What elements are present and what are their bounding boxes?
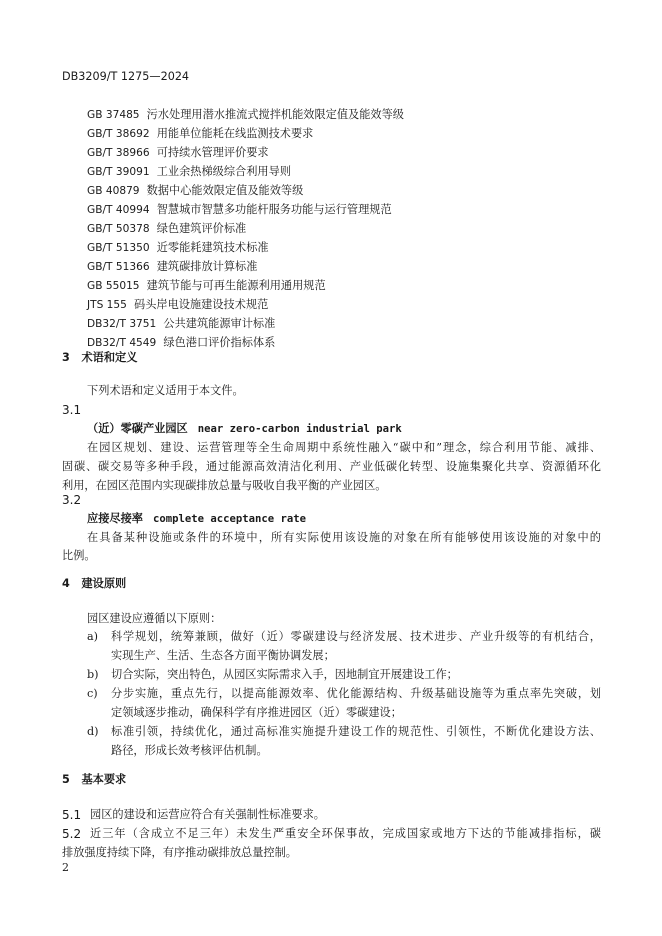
reference-code: JTS 155 (87, 299, 127, 311)
list-item-line: 实现生产、生活、生态各方面平衡协调发展； (111, 649, 335, 662)
reference-item (87, 203, 392, 217)
reference-item (87, 127, 313, 141)
reference-title: 可持续水管理评价要求 (156, 146, 269, 159)
reference-code: GB 40879 (87, 185, 140, 197)
clause-number: 5.1 (62, 808, 82, 822)
reference-title: 数据中心能效限定值及能效等级 (146, 184, 304, 197)
list-item-line: 路径，形成长效考核评估机制。 (111, 744, 268, 757)
term-heading (87, 512, 306, 526)
reference-item (87, 184, 303, 198)
reference-title: 公共建筑能源审计标准 (163, 317, 276, 330)
term-heading (87, 422, 402, 436)
section-number: 3 (62, 351, 70, 364)
document-id: DB3209/T 1275—2024 (62, 70, 190, 83)
section-title: 建设原则 (81, 577, 127, 590)
reference-code: GB/T 38692 (87, 128, 150, 140)
clause-number: 5.2 (62, 827, 82, 841)
term-definition-line: 在具备某种设施或条件的环境中，所有实际使用该设施的对象在所有能够使用该设施的对象中的 (87, 531, 601, 544)
reference-title: 污水处理用潜水推流式搅拌机能效限定值及能效等级 (146, 108, 404, 121)
term-en: near zero-carbon industrial park (197, 423, 402, 435)
reference-code: GB/T 50378 (87, 223, 150, 235)
section-number: 4 (62, 577, 70, 590)
section-title: 术语和定义 (81, 351, 138, 364)
term-zh: （近）零碳产业园区 (87, 422, 188, 435)
section-4-heading (62, 577, 126, 591)
reference-item (87, 165, 291, 179)
term-definition-line: 固碳、碳交易等多种手段，通过能源高效清洁化利用、产业低碳化转型、设施集聚化共享、资源循环化 (62, 460, 601, 473)
reference-item (87, 146, 269, 160)
reference-item (87, 222, 246, 236)
list-item-line: 科学规划，统筹兼顾，做好（近）零碳建设与经济发展、技术进步、产业升级等的有机结合， (111, 630, 601, 643)
reference-code: GB 55015 (87, 280, 140, 292)
reference-title: 绿色港口评价指标体系 (163, 336, 276, 349)
section-4-intro: 园区建设应遵循以下原则： (87, 612, 222, 625)
section-3-heading (62, 351, 137, 365)
reference-item (87, 336, 275, 350)
reference-code: DB32/T 3751 (87, 318, 157, 330)
list-item-line: 定领域逐步推动，确保科学有序推进园区（近）零碳建设； (111, 706, 402, 719)
list-marker: a) (87, 630, 99, 643)
list-marker: b) (87, 668, 99, 681)
reference-title: 绿色建筑评价标准 (156, 222, 247, 235)
clause-line: 排放强度持续下降，有序推动碳排放总量控制。 (62, 846, 297, 859)
list-item-line: 切合实际，突出特色，从园区实际需求入手，因地制宜开展建设工作； (111, 668, 458, 681)
reference-title: 建筑节能与可再生能源利用通用规范 (146, 279, 326, 292)
reference-code: GB/T 40994 (87, 204, 150, 216)
reference-title: 智慧城市智慧多功能杆服务功能与运行管理规范 (156, 203, 392, 216)
list-item-line: 分步实施，重点先行，以提高能源效率、优化能源结构、升级基础设施等为重点率先突破，划 (111, 687, 601, 700)
reference-item (87, 279, 326, 293)
term-number: 3.2 (62, 493, 82, 507)
term-definition-line: 比例。 (62, 549, 96, 562)
term-definition-line: 利用，在园区范围内实现碳排放总量与吸收自我平衡的产业园区。 (62, 479, 387, 492)
page-number: 2 (62, 861, 69, 874)
section-title: 基本要求 (81, 773, 127, 786)
reference-title: 工业余热梯级综合利用导则 (156, 165, 291, 178)
term-en: complete acceptance rate (152, 513, 307, 525)
clause-line: 园区的建设和运营应符合有关强制性标准要求。 (90, 808, 325, 821)
term-zh: 应接尽接率 (87, 512, 143, 525)
list-marker: d) (87, 725, 99, 738)
reference-title: 近零能耗建筑技术标准 (156, 241, 269, 254)
reference-code: GB 37485 (87, 109, 140, 121)
reference-item (87, 108, 404, 122)
term-number: 3.1 (62, 403, 82, 417)
reference-item (87, 298, 268, 312)
section-3-intro: 下列术语和定义适用于本文件。 (87, 384, 244, 397)
reference-title: 码头岸电设施建设技术规范 (134, 298, 269, 311)
section-number: 5 (62, 773, 70, 786)
reference-code: DB32/T 4549 (87, 337, 157, 349)
reference-item (87, 260, 257, 274)
term-definition-line: 在园区规划、建设、运营管理等全生命周期中系统性融入“碳中和”理念，综合利用节能、减排、 (87, 441, 601, 454)
reference-item (87, 241, 269, 255)
list-item-line: 标准引领，持续优化，通过高标准实施提升建设工作的规范性、引领性，不断优化建设方法、 (111, 725, 601, 738)
reference-title: 建筑碳排放计算标准 (156, 260, 258, 273)
section-5-heading (62, 773, 126, 787)
reference-code: GB/T 39091 (87, 166, 150, 178)
reference-item (87, 317, 275, 331)
reference-code: GB/T 51366 (87, 261, 150, 273)
reference-code: GB/T 51350 (87, 242, 150, 254)
reference-code: GB/T 38966 (87, 147, 150, 159)
clause-line: 近三年（含成立不足三年）未发生严重安全环保事故，完成国家或地方下达的节能减排指标，碳 (90, 827, 601, 840)
list-marker: c) (87, 687, 98, 700)
reference-title: 用能单位能耗在线监测技术要求 (156, 127, 314, 140)
